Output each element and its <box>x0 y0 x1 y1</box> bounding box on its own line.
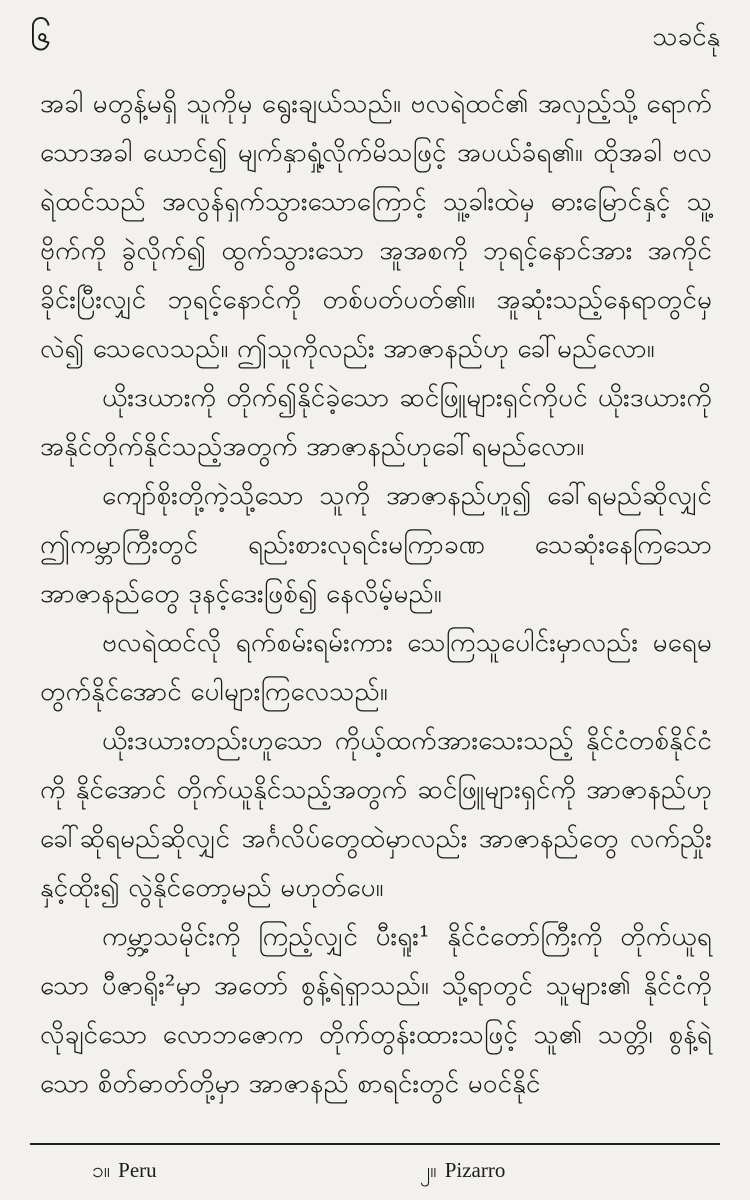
footnote-text: Pizarro <box>444 1158 506 1182</box>
paragraph: ဗလရဲထင်လို ရက်စမ်းရမ်းကား သေကြသူပေါင်းမှာလည်း မရေမတွက်နိုင်အောင် ပေါများကြလေသည်။ <box>40 628 712 707</box>
running-title: သခင်နု <box>652 22 720 52</box>
footnotes <box>0 1152 750 1188</box>
body-text <box>40 80 712 1109</box>
footnote-marker: ၁။ <box>92 1158 111 1182</box>
footnote-divider <box>30 1143 720 1145</box>
paragraph: ကမ္ဘာ့သမိုင်းကို ကြည့်လျှင် ပီးရူး¹ နိုင်ငံတော်ကြီးကို တိုက်ယူရသော ပီဇာရိုး²မှာ အတော် စွန့်ရဲရှာသည်။ သို့ရာတွင် သူများ၏ နိုင်ငံကို လိုချင်သော လောဘဇောက တိုက်တွန်းထားသဖြင့် သူ၏ သတ္တိ၊ စွန့်ရဲသော စိတ်ဓာတ်တို့မှာ အာဇာနည် စာရင်းတွင် မဝင်နိုင် <box>40 922 712 1099</box>
footnote-pizarro <box>420 1152 505 1188</box>
page-header <box>30 12 720 62</box>
footnote-peru <box>92 1152 157 1188</box>
paragraph: ယိုးဒယားတည်းဟူသော ကိုယ့်ထက်အားသေးသည့် နိုင်ငံတစ်နိုင်ငံကို နိုင်အောင် တိုက်ယူနိုင်သည့်အတွက် ဆင်ဖြူများရှင်ကို အာဇာနည်ဟု ခေါ်ဆိုရမည်ဆိုလျှင် အင်္ဂလိပ်တွေထဲမှာလည်း အာဇာနည်တွေ လက်ညှိုးနှင့်ထိုး၍ လွဲနိုင်တော့မည် မဟုတ်ပေ။ <box>40 726 712 903</box>
paragraph: ယိုးဒယားကို တိုက်၍နိုင်ခဲ့သော ဆင်ဖြူများရှင်ကိုပင် ယိုးဒယားကို အနိုင်တိုက်နိုင်သည့်အတွက် အာဇာနည်ဟုခေါ်ရမည်လော။ <box>40 383 712 462</box>
footnote-text: Peru <box>118 1158 157 1182</box>
paragraph: အခါ မတွန့်မရှိ သူကိုမှ ရွေးချယ်သည်။ ဗလရဲထင်၏ အလှည့်သို့ ရောက်သောအခါ ယောင်၍ မျက်နှာရှုံ့လိုက်မိသဖြင့် အပယ်ခံရ၏။ ထိုအခါ ဗလရဲထင်သည် အလွန်ရှက်သွားသောကြောင့် သူ့ခါးထဲမှ ဓားမြောင်နှင့် သူ့ဗိုက်ကို ခွဲလိုက်၍ ထွက်သွားသော အူအစကို ဘုရင့်နောင်အား အကိုင်ခိုင်းပြီးလျှင် ဘုရင့်နောင်ကို တစ်ပတ်ပတ်၏။ အူဆုံးသည့်နေရာတွင်မှလဲ၍ သေလေသည်။ ဤသူကိုလည်း အာဇာနည်ဟု ခေါ်မည်လော။ <box>40 89 712 364</box>
footnote-marker: ၂။ <box>420 1158 437 1182</box>
page-number: ၆ <box>30 15 52 59</box>
paragraph: ကျော်စိုးတို့ကဲ့သို့သော သူကို အာဇာနည်ဟူ၍ ခေါ်ရမည်ဆိုလျှင် ဤကမ္ဘာကြီးတွင် ရည်းစားလုရင်းမကြာခဏ သေဆုံးနေကြသော အာဇာနည်တွေ ဒုနင့်ဒေးဖြစ်၍ နေလိမ့်မည်။ <box>40 481 712 609</box>
